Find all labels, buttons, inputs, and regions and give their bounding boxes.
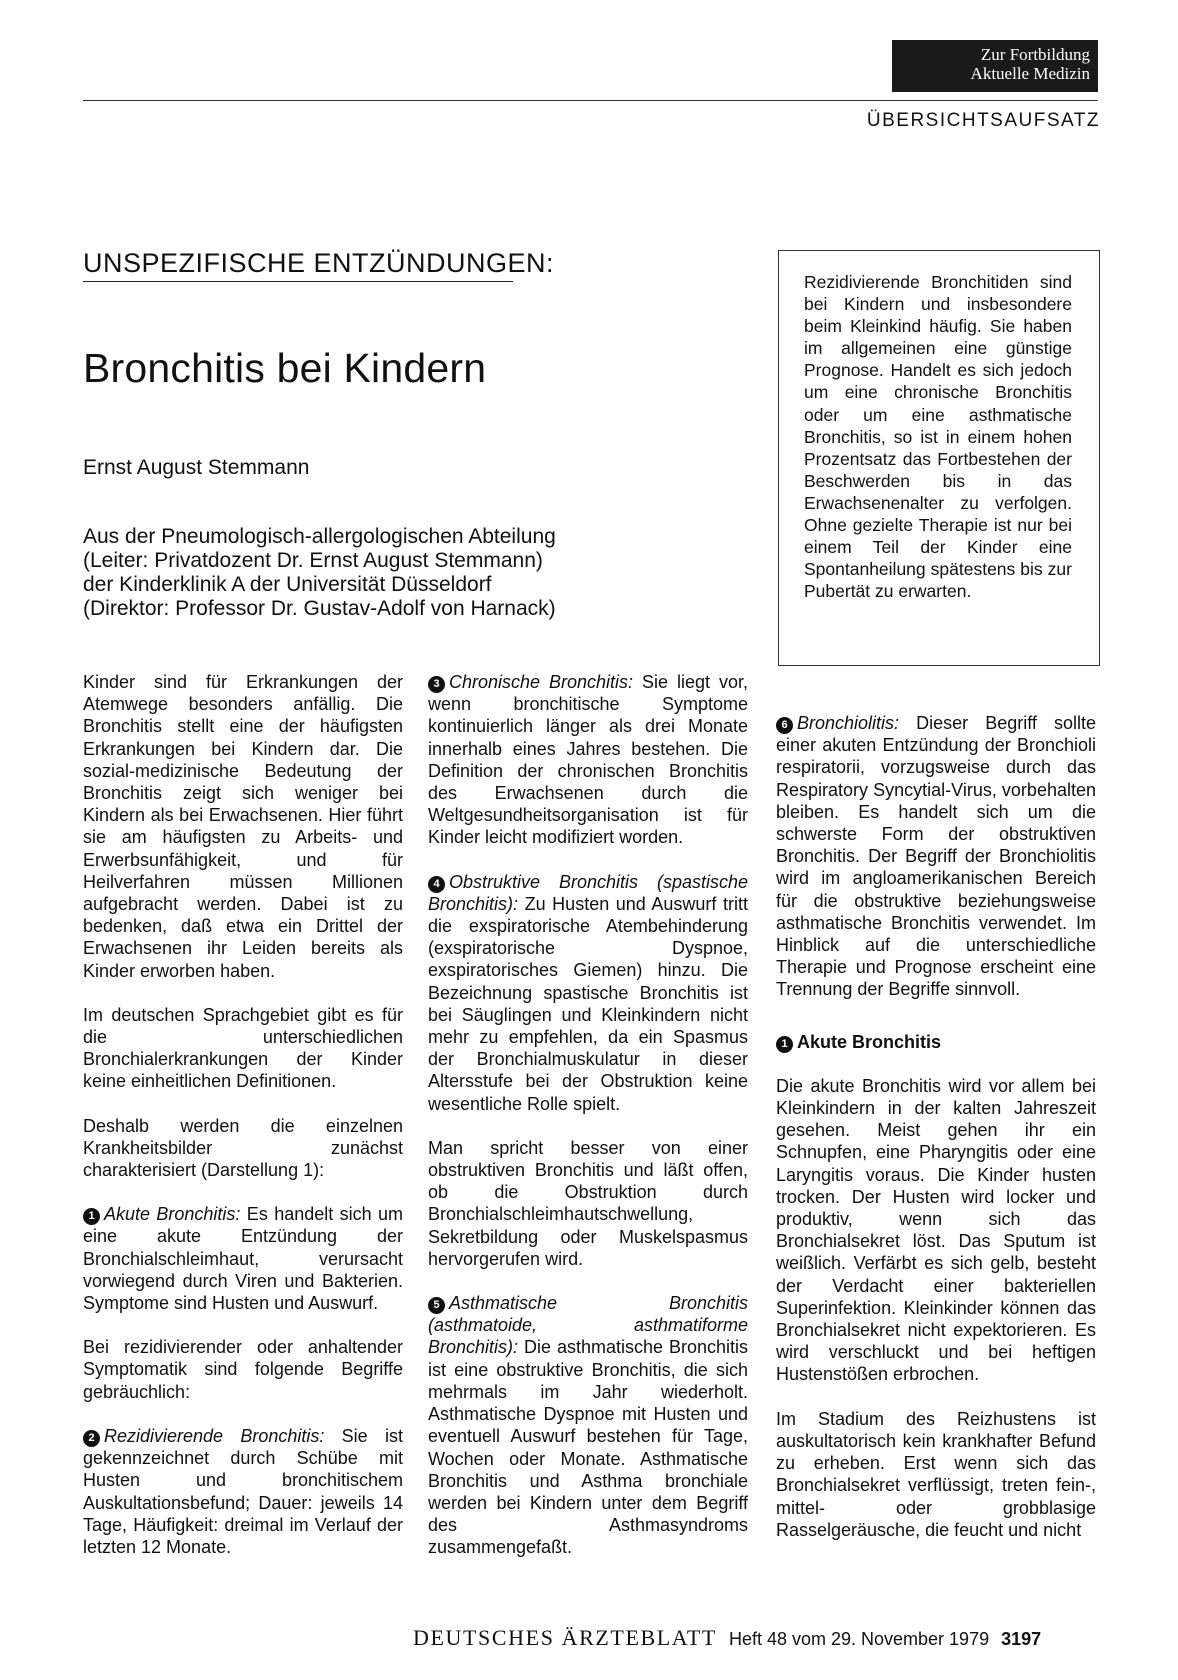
definition-term: Akute Bronchitis:: [104, 1204, 241, 1225]
definition-item: [83, 1203, 403, 1314]
number-badge: 1: [776, 1036, 793, 1053]
affiliation-line: (Leiter: Privatdozent Dr. Ernst August Stemmann): [83, 549, 543, 572]
abstract-text: Rezidivierende Bronchitiden sind bei Kindern und insbesondere beim Kleinkind häufig. Sie haben im allgemeinen eine günstige Prognose. Handelt es sich jedoch um eine chronische Bronchitis oder um eine asthmatische Bronchitis, so ist in einem hohen Prozentsatz das Fortbestehen der Beschwerden bis in das Erwachsenenalter zu verfolgen. Ohne gezielte Therapie ist nur bei einem Teil der Kinder eine Spontanheilung spätestens bis zur Pubertät zu erwarten.: [804, 272, 1072, 602]
section-label: ÜBERSICHTSAUFSATZ: [866, 110, 1100, 131]
paragraph: Im deutschen Sprachgebiet gibt es für die unterschiedlichen Bronchialerkrankungen der Kinder keine einheitlichen Definitionen.: [83, 1004, 403, 1092]
journal-name: DEUTSCHES ÄRZTEBLATT: [413, 1625, 717, 1650]
definition-item: [776, 712, 1096, 1001]
abstract-box: [778, 250, 1100, 666]
definition-item: [83, 1425, 403, 1558]
definition-item: [428, 671, 748, 849]
paragraph: Bei rezidivierender oder anhaltender Symptomatik sind folgende Begriffe gebräuchlich:: [83, 1337, 403, 1402]
section-heading-text: Akute Bronchitis: [797, 1031, 942, 1052]
definition-text: Sie liegt vor, wenn bronchitische Symptome kontinuierlich länger als drei Monate innerhalb eines Jahres bestehen. Die Definition der chronischen Bronchitis des Erwachsenen durch die Weltgesundheitsorganisation ist für Kinder leicht modifiziert worden.: [428, 672, 748, 848]
rubric-badge: [892, 40, 1098, 92]
article-title: Bronchitis bei Kindern: [83, 345, 487, 391]
number-badge: 6: [776, 717, 793, 734]
definition-term: Rezidivierende Bronchitis:: [104, 1425, 325, 1446]
paragraph: Man spricht besser von einer obstruktiven Bronchitis und läßt offen, ob die Obstruktion durch Bronchialschleimhautschwellung, Sekretbildung oder Muskelspasmus hervorgerufen wird.: [428, 1137, 748, 1269]
definition-term: Obstruktive Bronchitis (spastische Bronchitis):: [428, 871, 748, 914]
paragraph: Kinder sind für Erkrankungen der Atemwege besonders anfällig. Die Bronchitis stellt eine der häufigsten Erkrankungen bei Kindern dar. Die sozial-medizinische Bedeutung der Bronchitis zeigt sich weniger bei Kindern als bei Erwachsenen. Hier führt sie am häufigsten zu Arbeits- und Erwerbsunfähigkeit, und für Heilverfahren müssen Millionen aufgebracht werden. Dabei ist zu bedenken, daß etwa ein Drittel der Erwachsenen ihr Leiden bereits als Kinder erworben haben.: [83, 672, 403, 981]
definition-text: Es handelt sich um eine akute Entzündung der Bronchialschleimhaut, verursacht vorwiegend durch Viren und Bakterien. Symptome sind Husten und Auswurf.: [83, 1204, 404, 1314]
text-column-2: [428, 671, 748, 1581]
definition-term: Asthmatische Bronchitis (asthmatoide, asthmatiforme Bronchitis):: [428, 1293, 748, 1358]
number-badge: 4: [428, 876, 445, 893]
rubric-line-1: Zur Fortbildung: [980, 45, 1090, 64]
section-heading: [776, 1031, 1096, 1053]
definition-term: Chronische Bronchitis:: [449, 672, 634, 692]
definition-text: Die asthmatische Bronchitis ist eine obstruktive Bronchitis, die sich mehrmals im Jahr wiederholt. Asthmatische Dyspnoe mit Husten und eventuell Auswurf bestehen für Tage, Wochen oder Monate. Asthmatische Bronchitis und Asthma bronchiale werden bei Kindern unter dem Begriff des Asthmasyndroms zusammengefaßt.: [428, 1337, 748, 1558]
header-rule: [83, 100, 1098, 101]
number-badge: 1: [83, 1208, 100, 1225]
kicker-underline: [83, 281, 513, 282]
page-number: 3197: [1001, 1629, 1042, 1649]
text-column-1: [83, 671, 403, 1580]
definition-text: Dieser Begriff sollte einer akuten Entzündung der Bronchioli respiratorii, vorzugsweise durch das Respiratory Syncytial-Virus, vorbehalten bleiben. Es handelt sich um die schwerste Form der obstruktiven Bronchitis. Der Begriff der Bronchiolitis wird im angloamerikanischen Bereich für die obstruktive beziehungsweise asthmatische Bronchitis verwendet. Im Hinblick auf die unterschiedliche Therapie und Prognose erscheint eine Trennung der Begriffe sinnvoll.: [776, 713, 1096, 1000]
definition-item: [428, 1292, 748, 1558]
rubric-line-2: Aktuelle Medizin: [970, 64, 1090, 83]
definition-text: Zu Husten und Auswurf tritt die exspiratorische Atembehinderung (exspiratorische Dyspnoe, exspiratorisches Giemen) hinzu. Die Bezeichnung spastische Bronchitis ist bei Säuglingen und Kleinkindern nicht mehr zu empfehlen, da ein Spasmus der Bronchialmuskulatur in dieser Altersstufe bei der Obstruktion keine wesentliche Rolle spielt.: [428, 893, 748, 1114]
affiliation-line: (Direktor: Professor Dr. Gustav-Adolf von Harnack): [83, 597, 556, 620]
number-badge: 3: [428, 676, 445, 693]
definition-item: [428, 871, 748, 1115]
definition-term: Bronchiolitis:: [797, 713, 900, 733]
paragraph: Die akute Bronchitis wird vor allem bei Kleinkindern in der kalten Jahreszeit gesehen. Meist gehen ihr ein Schnupfen, eine Pharyngitis oder eine Laryngitis voraus. Die Kinder husten trocken. Der Husten wird locker und produktiv, wenn sich das Bronchialsekret löst. Das Sputum ist weißlich. Verfärbt es sich gelb, besteht der Verdacht einer bakteriellen Superinfektion. Kleinkinder können das Bronchialsekret nicht expektorieren. Es wird verschluckt und bei heftigen Hustenstößen erbrochen.: [776, 1075, 1096, 1385]
text-column-3: [776, 712, 1096, 1563]
affiliation-line: der Kinderklinik A der Universität Düsseldorf: [83, 573, 492, 596]
number-badge: 5: [428, 1297, 445, 1314]
affiliation-line: Aus der Pneumologisch-allergologischen Abteilung: [83, 525, 556, 548]
article-author: Ernst August Stemmann: [83, 456, 310, 479]
page-footer: [413, 1625, 1041, 1651]
issue-info: Heft 48 vom 29. November 1979: [728, 1629, 990, 1649]
number-badge: 2: [83, 1430, 100, 1447]
paragraph: Deshalb werden die einzelnen Krankheitsbilder zunächst charakterisiert (Darstellung 1):: [83, 1115, 403, 1181]
definition-text: Sie ist gekennzeichnet durch Schübe mit Husten und bronchitischem Auskultationsbefund; Dauer: jeweils 14 Tage, Häufigkeit: dreimal im Verlauf der letzten 12 Monate.: [83, 1425, 403, 1557]
author-affiliation: [83, 525, 556, 621]
paragraph: Im Stadium des Reizhustens ist auskultatorisch kein krankhafter Befund zu erheben. Erst wenn sich das Bronchialsekret verflüssigt, treten fein-, mittel- oder grobblasige Rasselgeräusche, die feucht und nicht: [776, 1408, 1096, 1540]
article-kicker: UNSPEZIFISCHE ENTZÜNDUNGEN:: [83, 248, 555, 278]
